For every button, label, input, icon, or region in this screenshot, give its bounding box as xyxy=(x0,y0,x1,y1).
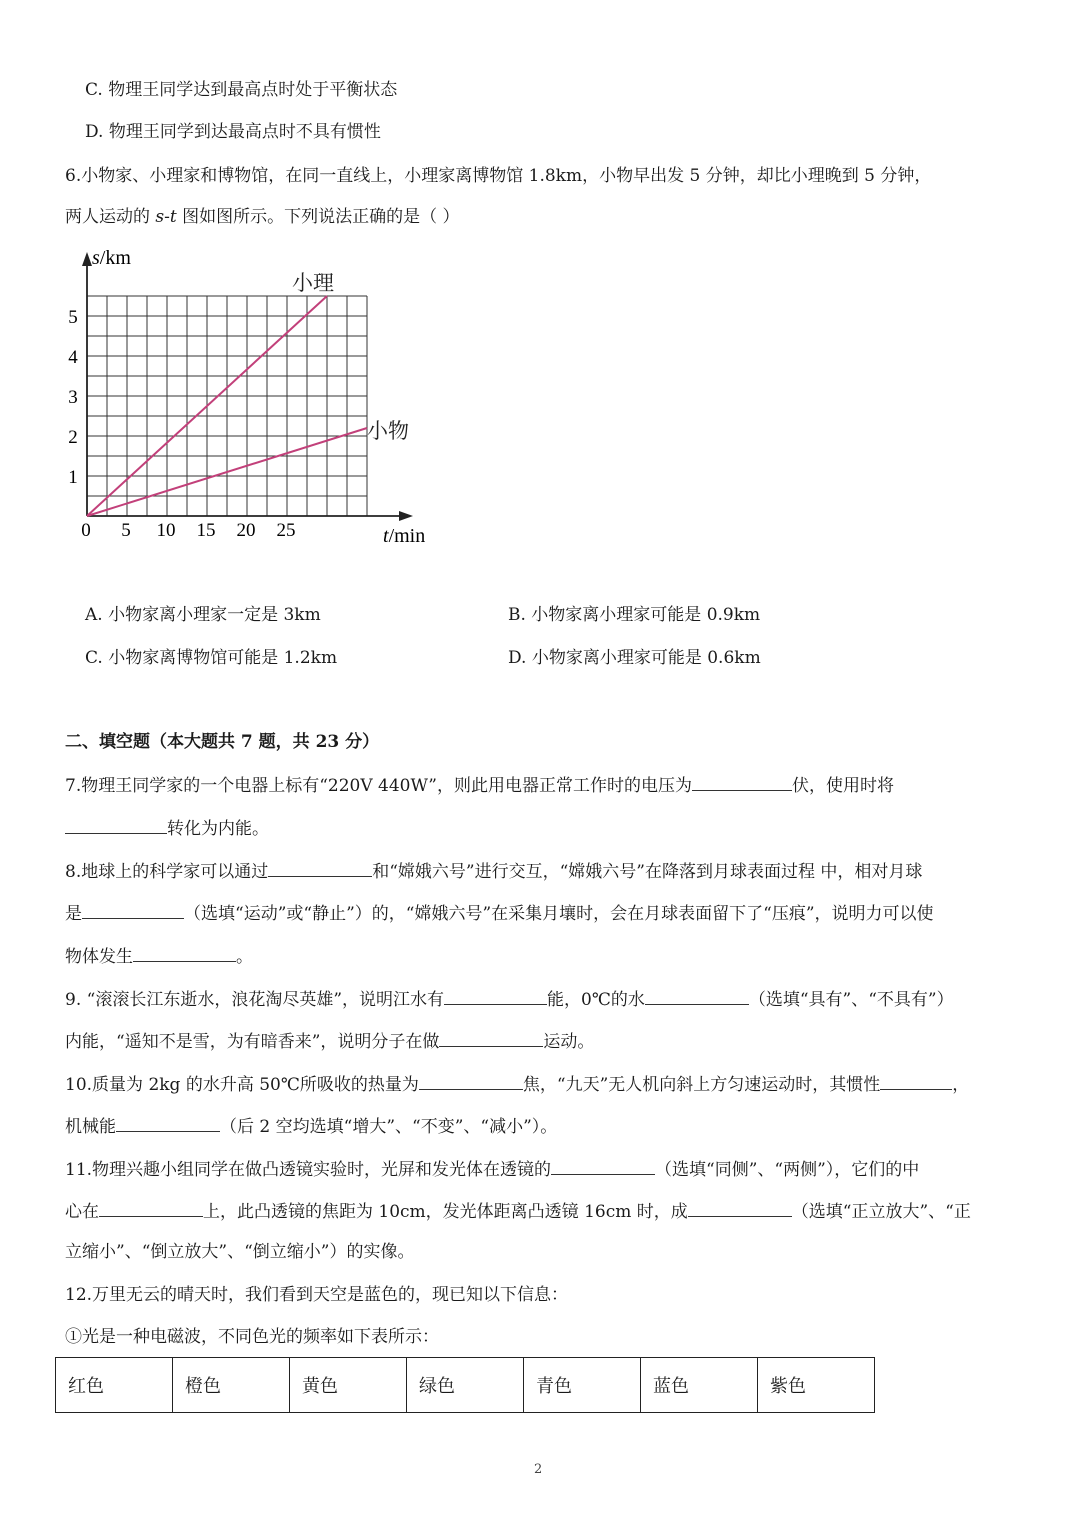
y-tick-4: 4 xyxy=(68,347,78,368)
q7-text-b: 伏，使用时将 xyxy=(791,776,894,796)
q6-option-d: D. 小物家离小理家可能是 0.6km xyxy=(508,648,761,668)
q11-blank-2 xyxy=(99,1198,203,1217)
q7-line2 xyxy=(65,815,269,841)
q10-blank-2 xyxy=(880,1071,952,1090)
table-cell-red: 红色 xyxy=(56,1358,173,1413)
q6-stem-dash: - xyxy=(164,207,170,227)
q11-text-a: 11.物理兴趣小组同学在做凸透镜实验时，光屏和发光体在透镜的 xyxy=(65,1160,552,1180)
q7-text-c: 转化为内能。 xyxy=(167,819,269,839)
x-axis-label xyxy=(383,525,425,547)
q11-blank-3 xyxy=(688,1198,792,1217)
q6-stem-var-s: s xyxy=(155,207,165,227)
table-cell-yellow: 黄色 xyxy=(290,1358,407,1413)
table-cell-violet: 紫色 xyxy=(758,1358,875,1413)
table-row xyxy=(56,1358,875,1413)
q6-stem-line1: 6.小物家、小理家和博物馆，在同一直线上，小理家离博物馆 1.8km，小物早出发 5 分钟，却比小理晚到 5 分钟， xyxy=(65,166,932,186)
x-tick-5: 5 xyxy=(121,520,131,541)
series-label-xiaowu: 小物 xyxy=(367,419,409,443)
x-axis-var: t xyxy=(383,525,389,547)
q5-option-d: D. 物理王同学到达最高点时不具有惯性 xyxy=(85,122,381,142)
color-frequency-table xyxy=(55,1357,875,1413)
q8-text-b: 和“嫦娥六号”进行交互，“嫦娥六号”在降落到月球表面过程 中，相对月球 xyxy=(372,862,923,882)
q9-text-b: 能，0℃的水 xyxy=(547,990,645,1010)
q9-line1 xyxy=(65,986,954,1012)
y-tick-5: 5 xyxy=(68,307,78,328)
q11-text-e: （选填“正立放大”、“正 xyxy=(791,1202,971,1222)
q10-text-b: 焦，“九天”无人机向斜上方匀速运动时，其惯性 xyxy=(522,1075,881,1095)
q6-option-a: A. 小物家离小理家一定是 3km xyxy=(85,605,321,625)
q10-blank-3 xyxy=(116,1113,220,1132)
page-number: 2 xyxy=(534,1462,543,1477)
section-2-title: 二、填空题（本大题共 7 题，共 23 分） xyxy=(65,732,380,752)
table-cell-orange: 橙色 xyxy=(173,1358,290,1413)
q8-blank-2 xyxy=(82,900,184,919)
y-tick-1: 1 xyxy=(68,467,78,488)
grid xyxy=(87,296,367,516)
y-axis-label xyxy=(92,247,131,269)
q9-line2 xyxy=(65,1028,594,1054)
q7-text-a: 7.物理王同学家的一个电器上标有“220V 440W”，则此用电器正常工作时的电压为 xyxy=(65,776,692,796)
y-axis-arrow xyxy=(82,252,92,266)
q8-text-c: 是 xyxy=(65,904,82,924)
q6-stem-text-a: 两人运动的 xyxy=(65,207,156,227)
q8-text-a: 8.地球上的科学家可以通过 xyxy=(65,862,269,882)
q9-blank-2 xyxy=(645,986,749,1005)
q8-text-e: 物体发生 xyxy=(65,947,133,967)
y-tick-3: 3 xyxy=(68,387,78,408)
q8-blank-3 xyxy=(133,943,236,962)
x-tick-0: 0 xyxy=(81,520,91,541)
x-tick-10: 10 xyxy=(156,520,176,541)
q9-text-a: 9. “滚滚长江东逝水，浪花淘尽英雄”，说明江水有 xyxy=(65,990,445,1010)
q8-blank-1 xyxy=(268,858,372,877)
q11-line1 xyxy=(65,1156,919,1182)
q8-line3 xyxy=(65,943,253,969)
q10-blank-1 xyxy=(419,1071,523,1090)
q11-line3: 立缩小”、“倒立放大”、“倒立缩小”）的实像。 xyxy=(65,1242,415,1262)
q11-text-c: 心在 xyxy=(65,1202,99,1222)
q9-blank-3 xyxy=(439,1028,543,1047)
q6-stem-line2 xyxy=(65,205,460,229)
q8-text-d: （选填“运动”或“静止”）的，“嫦娥六号”在采集月壤时，会在月球表面留下了“压痕”，说明力可以使 xyxy=(184,904,934,924)
q11-text-d: 上，此凸透镜的焦距为 10cm，发光体距离凸透镜 16cm 时，成 xyxy=(203,1202,688,1222)
series-label-xiaoli: 小理 xyxy=(292,271,334,295)
q5-option-c: C. 物理王同学达到最高点时处于平衡状态 xyxy=(85,80,398,100)
q7-blank-1 xyxy=(692,772,792,791)
q10-line1 xyxy=(65,1071,969,1097)
q10-text-d: 机械能 xyxy=(65,1117,116,1137)
q8-line2 xyxy=(65,900,934,926)
q6-option-c: C. 小物家离博物馆可能是 1.2km xyxy=(85,648,338,668)
q9-blank-1 xyxy=(444,986,547,1005)
q10-text-e: （后 2 空均选填“增大”、“不变”、“减小”）。 xyxy=(220,1117,558,1137)
x-tick-20: 20 xyxy=(236,520,256,541)
x-axis-arrow xyxy=(399,511,413,521)
q6-stem-text-b: 图如图所示。下列说法正确的是（ ） xyxy=(176,207,460,227)
q12-stem: 12.万里无云的晴天时，我们看到天空是蓝色的，现已知以下信息： xyxy=(65,1285,569,1305)
x-tick-25: 25 xyxy=(276,520,296,541)
q11-text-b: （选填“同侧”、“两侧”），它们的中 xyxy=(655,1160,920,1180)
y-axis-var: s xyxy=(92,247,100,269)
q10-text-c: ， xyxy=(952,1075,970,1095)
table-cell-green: 绿色 xyxy=(407,1358,524,1413)
q7-blank-2 xyxy=(65,815,167,834)
y-axis-unit: /km xyxy=(99,247,131,269)
s-t-graph xyxy=(55,240,455,560)
q7-line1 xyxy=(65,772,894,798)
q9-text-e: 运动。 xyxy=(543,1032,595,1052)
q8-text-f: 。 xyxy=(236,947,253,967)
q10-text-a: 10.质量为 2kg 的水升高 50℃所吸收的热量为 xyxy=(65,1075,419,1095)
table-cell-cyan: 青色 xyxy=(524,1358,641,1413)
y-tick-2: 2 xyxy=(68,427,78,448)
q6-option-b: B. 小物家离小理家可能是 0.9km xyxy=(508,605,761,625)
q8-line1 xyxy=(65,858,922,884)
q11-line2 xyxy=(65,1198,971,1224)
q9-text-c: （选填“具有”、“不具有”） xyxy=(748,990,954,1010)
q11-blank-1 xyxy=(551,1156,655,1175)
table-cell-blue: 蓝色 xyxy=(641,1358,758,1413)
q6-stem-var-t: t xyxy=(169,207,177,227)
x-axis-unit: /min xyxy=(388,525,426,547)
q10-line2 xyxy=(65,1113,557,1139)
q9-text-d: 内能，“遥知不是雪，为有暗香来”，说明分子在做 xyxy=(65,1032,440,1052)
x-tick-15: 15 xyxy=(196,520,216,541)
q12-info-1: ①光是一种电磁波，不同色光的频率如下表所示： xyxy=(65,1327,439,1347)
